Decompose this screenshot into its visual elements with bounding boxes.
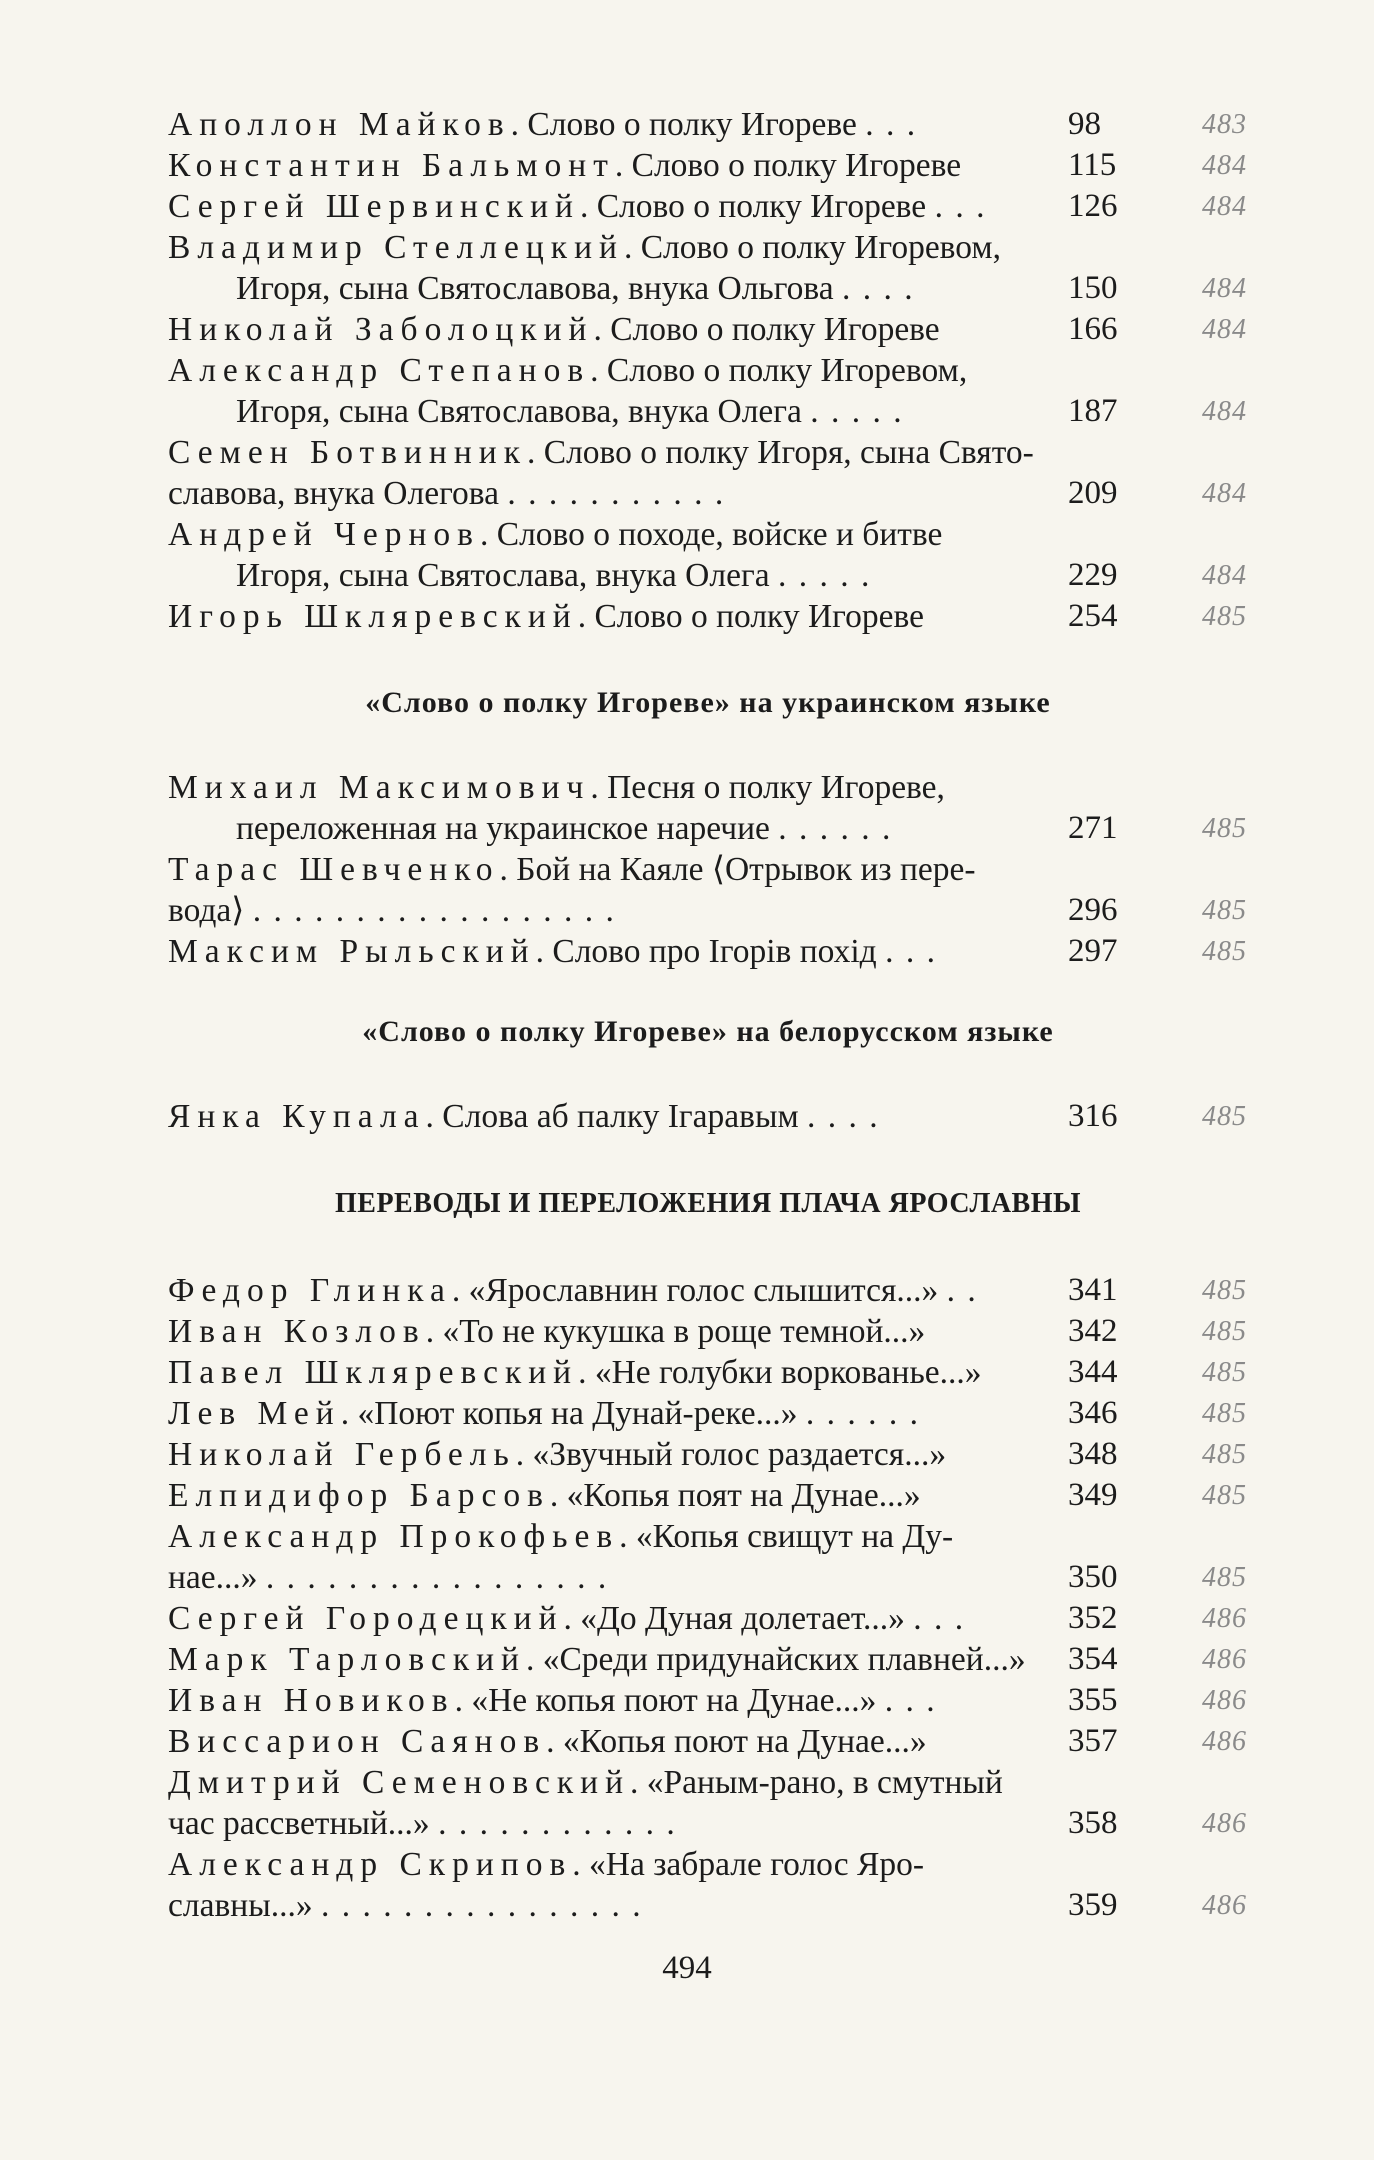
- entry-ref: 485: [1202, 1101, 1247, 1132]
- entry-ref: 484: [1202, 314, 1247, 345]
- entry-author: Павел Шкляревский: [168, 1354, 579, 1391]
- entry-ref: 485: [1202, 1480, 1247, 1511]
- entry-author: Николай Заболоцкий: [168, 311, 594, 348]
- entry-page: 296: [1068, 892, 1118, 928]
- entry-ref: 484: [1202, 560, 1247, 591]
- entry-title: Слово о полку Игореве: [596, 188, 927, 225]
- entry-ref: 486: [1202, 1603, 1247, 1634]
- entry-page: 209: [1068, 475, 1118, 511]
- entry-author: Сергей Шервинский: [168, 188, 580, 225]
- page-number: 494: [662, 1950, 712, 1986]
- entry-page: 344: [1068, 1354, 1118, 1390]
- entry-title: Слово о походе, войске и битве: [496, 516, 943, 553]
- entry-author: Константин Бальмонт: [168, 147, 615, 184]
- entry-ref: 485: [1202, 1316, 1247, 1347]
- entry-page: 355: [1068, 1682, 1118, 1718]
- entry-author: Иван Козлов: [168, 1313, 426, 1350]
- entry-author: Дмитрий Семеновский: [168, 1764, 630, 1801]
- entry-page: 126: [1068, 188, 1118, 224]
- entry-page: 346: [1068, 1395, 1118, 1431]
- entry-page: 229: [1068, 557, 1118, 593]
- entry-ref: 485: [1202, 601, 1247, 632]
- entry-author: Максим Рыльский: [168, 933, 536, 970]
- entry-page: 254: [1068, 598, 1118, 634]
- entry-page: 359: [1068, 1887, 1118, 1923]
- entry-author: Сергей Городецкий: [168, 1600, 564, 1637]
- entry-ref: 485: [1202, 813, 1247, 844]
- entry-author: Владимир Стеллецкий: [168, 229, 624, 266]
- entry-page: 342: [1068, 1313, 1118, 1349]
- entry-title: «Раным-рано, в смутный: [646, 1764, 1003, 1801]
- entry-author: Марк Тарловский: [168, 1641, 526, 1678]
- toc-page: Аполлон Майков. Слово о полку Игореве . . . 98 483 Константин Бальмонт. Слово о полку Игореве 115 484 Сергей Шервинский. Слово о полку Игореве . . . 126 484 Владимир Стеллецкий. Слово о полку Игоревом, Игоря, сына Святославова, внука Ольгова . . . . 150 484 Николай Заболоцкий. Слово о полку Игореве 166 484 Александр Степанов. Слово о полку Игоревом, Игоря, сына Святославова, внука Олега . . . . . 187 484 Семен Ботвинник. Слово о полку Игоря, сына Свято- славова, внука Олегова . . . . . . . . . . . 209 484 Андрей Чернов. Слово о походе, войске и битве Игоря, сына Святослава, внука Олега . . . . . 229 484 Игорь Шкляревский. Слово о полку Игореве 254 485 «Слово о полку Игореве» на украинском языке Михаил Максимович. Песня о полку Игореве, переложенная на украинское наречие . . . . . . 271 485 Тарас Шевченко. Бой на Каяле ⟨Отрывок из пере- вода⟩ . . . . . . . . . . . . . . . . . . 296 485 Максим Рыльский. Слово про Ігорів похід . . . 297 485 «Слово о полку Игореве» на белорусском языке Янка Купала. Слова аб палку Ігаравым . . . . 316 485 ПЕРЕВОДЫ И ПЕРЕЛОЖЕНИЯ ПЛАЧА ЯРОСЛАВНЫ Федор Глинка. «Ярославнин голос слышится...» . . 341 485 Иван Козлов. «То не кукушка в роще темной...» 342 485 Павел Шкляревский. «Не голубки воркованье...» 344 485 Лев Мей. «Поют копья на Дунай-реке...» . . . . . . 346 485 Николай Гербель. «Звучный голос раздается...» 348 485 Елпидифор Барсов. «Копья поят на Дунае...» 349 485 Александр Прокофьев. «Копья свищут на Ду- нае...» . . . . . . . . . . . . . . . . . 350 485 Сергей Городецкий. «До Дуная долетает...» . . . 352 486 Марк Тарловский. «Среди придунайских плавней...» 354 486 Иван Новиков. «Не копья поют на Дунае...» . . . 355 486 Виссарион Саянов. «Копья поют на Дунае...» 357 486 Дмитрий Семеновский. «Раным-рано, в смутный час рассветный...» . . . . . . . . . . . . 358 486 Александр Скрипов. «На забрале голос Яро- славны...» . . . . . . . . . . . . . . . . 359 486 494: [0, 0, 1374, 2160]
- entry-page: 98: [1068, 106, 1101, 142]
- entry-ref: 484: [1202, 191, 1247, 222]
- entry-author: Александр Прокофьев: [168, 1518, 620, 1555]
- entry-ref: 484: [1202, 478, 1247, 509]
- entry-author: Михаил Максимович: [168, 769, 591, 806]
- entry-ref: 484: [1202, 150, 1247, 181]
- entry-title: Слово о полку Игореве: [631, 147, 962, 184]
- entry-ref: 485: [1202, 895, 1247, 926]
- entry-title-cont: славова, внука Олегова: [168, 475, 499, 512]
- entry-page: 357: [1068, 1723, 1118, 1759]
- entry-title: Слово о полку Игореве: [594, 598, 924, 635]
- entry-title: «То не кукушка в роще темной...»: [442, 1313, 926, 1350]
- entry-author: Елпидифор Барсов: [168, 1477, 550, 1514]
- entry-ref: 486: [1202, 1644, 1247, 1675]
- entry-ref: 486: [1202, 1890, 1247, 1921]
- entry-page: 115: [1068, 147, 1117, 183]
- entry-title-cont: нае...»: [168, 1559, 258, 1596]
- entry-author: Александр Скрипов: [168, 1846, 573, 1883]
- entry-title: Слово о полку Игореве: [610, 311, 940, 348]
- entry-title: «Не голубки воркованье...»: [594, 1354, 982, 1391]
- entry-title: «Поют копья на Дунай-реке...»: [357, 1395, 798, 1432]
- entry-title: Песня о полку Игореве,: [607, 769, 945, 806]
- entry-page: 297: [1068, 933, 1118, 969]
- entry-title: «На забрале голос Яро-: [589, 1846, 924, 1883]
- entry-page: 348: [1068, 1436, 1118, 1472]
- entry-ref: 486: [1202, 1808, 1247, 1839]
- entry-title: «Не копья поют на Дунае...»: [471, 1682, 877, 1719]
- entry-author: Андрей Чернов: [168, 516, 480, 553]
- entry-author: Тарас Шевченко: [168, 851, 500, 888]
- entry-author: Аполлон Майков: [168, 106, 511, 143]
- entry-author: Семен Ботвинник: [168, 434, 527, 471]
- entry-page: 354: [1068, 1641, 1118, 1677]
- entry-title: Бой на Каяле ⟨Отрывок из пере-: [516, 851, 976, 888]
- entry-author: Игорь Шкляревский: [168, 598, 578, 635]
- entry-title: Слово о полку Игоревом,: [640, 229, 1001, 266]
- entry-title-cont: переложенная на украинское наречие: [236, 810, 770, 847]
- entry-author: Федор Глинка: [168, 1272, 452, 1309]
- entry-title: Слово о полку Игоря, сына Свято-: [543, 434, 1034, 471]
- entry-page: 352: [1068, 1600, 1118, 1636]
- entry-ref: 485: [1202, 1275, 1247, 1306]
- entry-ref: 485: [1202, 1439, 1247, 1470]
- entry-title: «Копья свищут на Ду-: [635, 1518, 954, 1555]
- entry-author: Янка Купала: [168, 1098, 426, 1135]
- entry-ref: 483: [1202, 109, 1247, 140]
- entry-title: «Звучный голос раздается...»: [532, 1436, 947, 1473]
- entry-ref: 486: [1202, 1726, 1247, 1757]
- entry-page: 358: [1068, 1805, 1118, 1841]
- entry-ref: 486: [1202, 1685, 1247, 1716]
- entry-title: «До Дуная долетает...»: [580, 1600, 905, 1637]
- entry-author: Николай Гербель: [168, 1436, 516, 1473]
- entry-ref: 485: [1202, 936, 1247, 967]
- entry-title-cont: Игоря, сына Святославова, внука Олега: [236, 393, 802, 430]
- entry-page: 150: [1068, 270, 1118, 306]
- entry-title: Слово о полку Игоревом,: [606, 352, 968, 389]
- entry-author: Виссарион Саянов: [168, 1723, 547, 1760]
- section-heading: «Слово о полку Игореве» на белорусском языке: [362, 1015, 1054, 1048]
- entry-title: Слово о полку Игореве: [527, 106, 857, 143]
- entry-title: «Ярославнин голос слышится...»: [468, 1272, 939, 1309]
- entry-page: 166: [1068, 311, 1118, 347]
- entry-ref: 484: [1202, 396, 1247, 427]
- entry-ref: 485: [1202, 1357, 1247, 1388]
- entry-title: «Копья поят на Дунае...»: [566, 1477, 921, 1514]
- section-heading: ПЕРЕВОДЫ И ПЕРЕЛОЖЕНИЯ ПЛАЧА ЯРОСЛАВНЫ: [334, 1188, 1081, 1219]
- entry-title-cont: славны...»: [168, 1887, 313, 1924]
- entry-page: 349: [1068, 1477, 1118, 1513]
- entry-author: Иван Новиков: [168, 1682, 455, 1719]
- entry-page: 341: [1068, 1272, 1118, 1308]
- entry-title-cont: вода⟩: [168, 892, 245, 929]
- entry-page: 271: [1068, 810, 1118, 846]
- section-heading: «Слово о полку Игореве» на украинском языке: [365, 686, 1051, 719]
- entry-title: Слово про Ігорів похід: [552, 933, 877, 970]
- entry-ref: 485: [1202, 1562, 1247, 1593]
- entry-author: Лев Мей: [168, 1395, 341, 1432]
- entry-ref: 485: [1202, 1398, 1247, 1429]
- entry-page: 187: [1068, 393, 1118, 429]
- entry-title-cont: час рассветный...»: [168, 1805, 430, 1842]
- entry-page: 316: [1068, 1098, 1118, 1134]
- entry-title: «Среди придунайских плавней...»: [542, 1641, 1026, 1678]
- entry-ref: 484: [1202, 273, 1247, 304]
- entry-page: 350: [1068, 1559, 1118, 1595]
- entry-title: «Копья поют на Дунае...»: [562, 1723, 927, 1760]
- entry-title-cont: Игоря, сына Святославова, внука Ольгова: [236, 270, 834, 307]
- entry-author: Александр Степанов: [168, 352, 591, 389]
- entry-title-cont: Игоря, сына Святослава, внука Олега: [236, 557, 770, 594]
- entry-title: Слова аб палку Ігаравым: [442, 1098, 799, 1135]
